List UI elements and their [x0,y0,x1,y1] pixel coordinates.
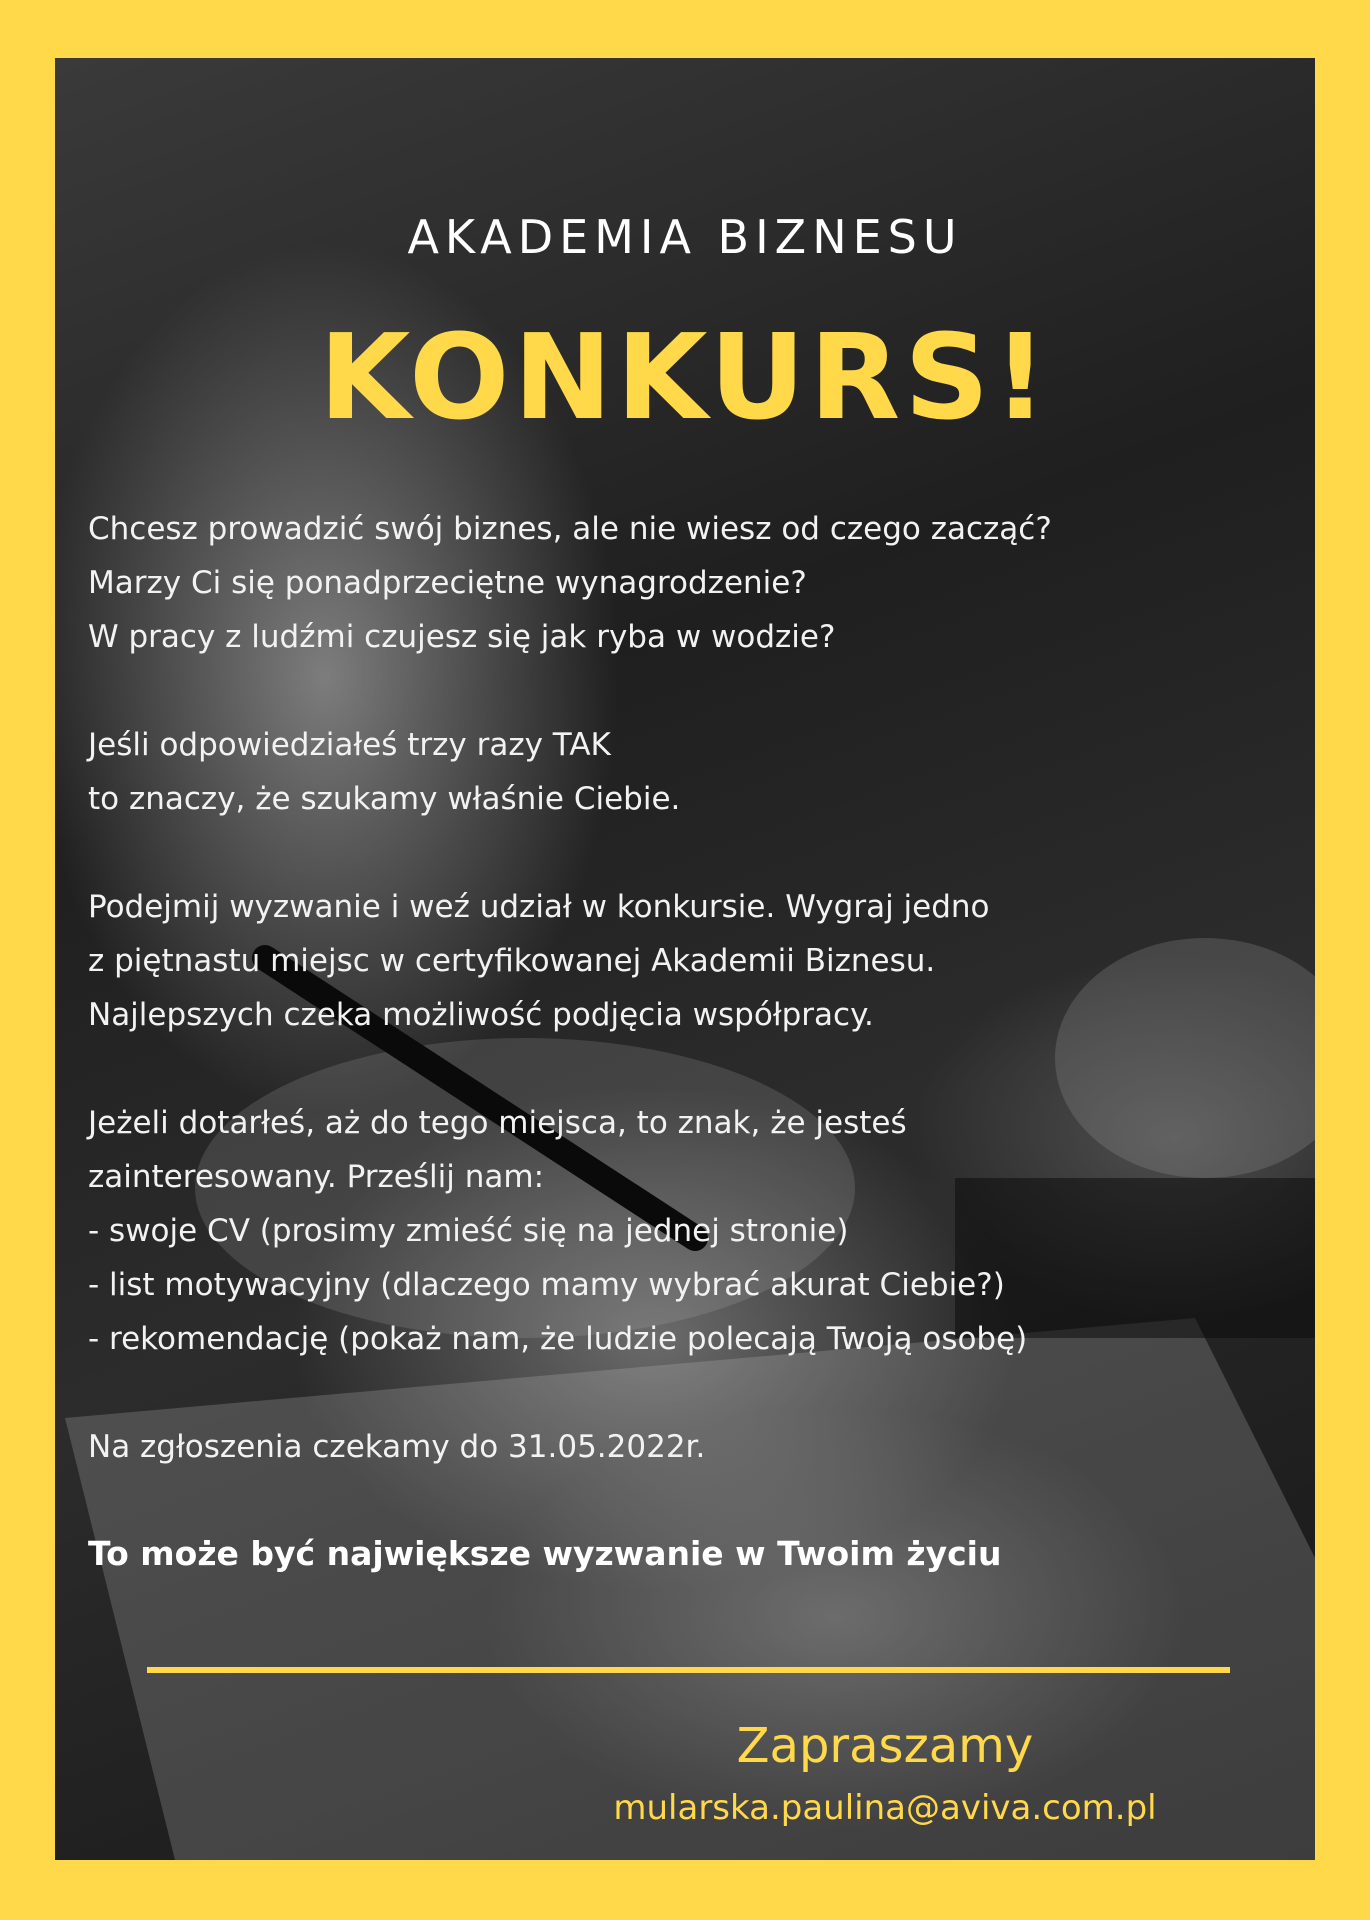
requirement-line: - rekomendację (pokaż nam, że ludzie polecają Twoją osobę) [88,1321,1028,1357]
answer-line: Jeśli odpowiedziałeś trzy razy TAK [88,727,611,763]
challenge-line: z piętnastu miejsc w certyfikowanej Akademii Biznesu. [88,943,936,979]
contact-email: mularska.paulina@aviva.com.pl [613,1788,1157,1828]
question-line: W pracy z ludźmi czujesz się jak ryba w wodzie? [88,619,836,655]
requirement-line: - swoje CV (prosimy zmieść się na jednej stronie) [88,1213,849,1249]
body-text [88,502,1288,1474]
challenge-line: Podejmij wyzwanie i weź udział w konkursie. Wygraj jedno [88,889,990,925]
question-line: Marzy Ci się ponadprzeciętne wynagrodzenie? [88,565,807,601]
answer-line: to znaczy, że szukamy właśnie Ciebie. [88,781,681,817]
divider [147,1667,1230,1673]
requirement-line: zainteresowany. Prześlij nam: [88,1159,545,1195]
challenge-line: Najlepszych czeka możliwość podjęcia współpracy. [88,997,874,1033]
headline: KONKURS! [318,308,1052,446]
callout: To może być największe wyzwanie w Twoim życiu [88,1534,1002,1573]
requirement-line: Jeżeli dotarłeś, aż do tego miejsca, to znak, że jesteś [88,1105,907,1141]
invite-text: Zapraszamy [736,1718,1034,1774]
requirement-line: - list motywacyjny (dlaczego mamy wybrać akurat Ciebie?) [88,1267,1005,1303]
academy-name: AKADEMIA BIZNESU [407,210,963,264]
photo-panel [55,58,1315,1860]
deadline-line: Na zgłoszenia czekamy do 31.05.2022r. [88,1429,706,1465]
question-line: Chcesz prowadzić swój biznes, ale nie wiesz od czego zacząć? [88,511,1052,547]
